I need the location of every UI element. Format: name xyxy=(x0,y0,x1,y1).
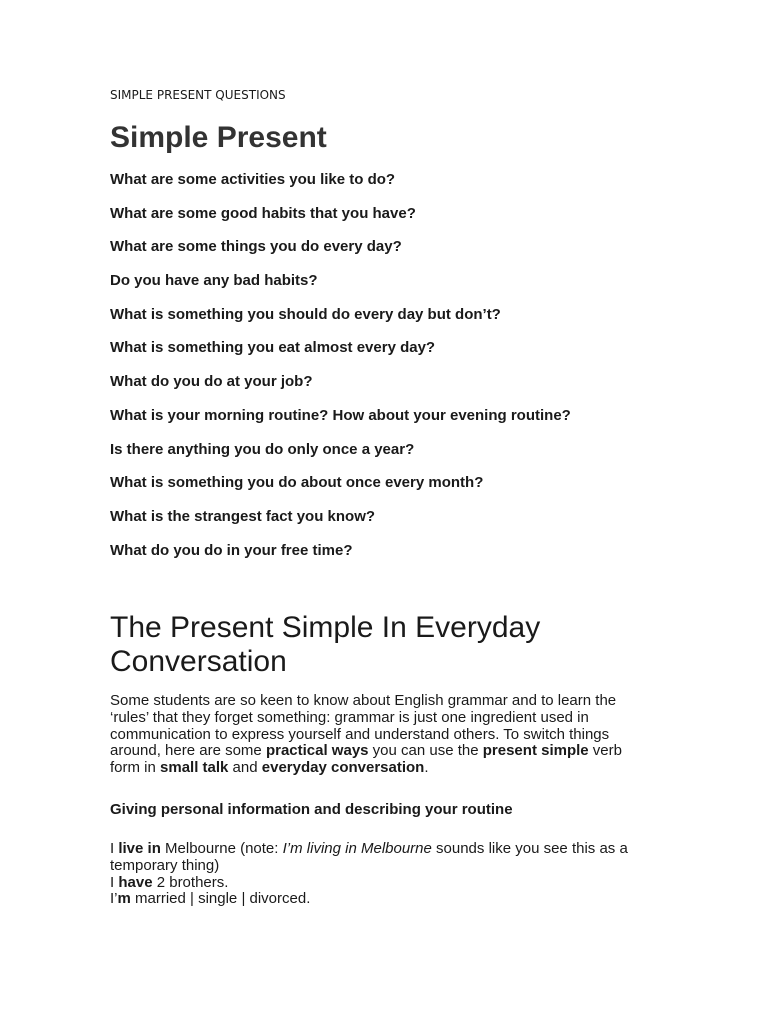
example-line-3 xyxy=(110,890,310,907)
example-bold: have xyxy=(118,873,153,891)
intro-text: verb form in xyxy=(110,742,622,777)
question-item: What is something you do about once every month? xyxy=(110,474,484,492)
question-item: What do you do in your free time? xyxy=(110,541,353,559)
example-text: Melbourne (note: xyxy=(160,840,283,857)
question-item: What is something you should do every day but don’t? xyxy=(110,305,501,323)
example-sentences xyxy=(110,841,655,908)
intro-text: and xyxy=(228,759,262,777)
section-title: The Present Simple In Everyday Conversation xyxy=(110,611,541,678)
example-line-1 xyxy=(110,840,628,874)
question-item: What are some things you do every day? xyxy=(110,238,402,256)
example-text: 2 brothers. xyxy=(152,873,229,891)
example-italic: I’m living in Melbourne xyxy=(282,840,432,857)
page-title: Simple Present xyxy=(110,121,327,154)
question-item: What is something you eat almost every day? xyxy=(110,339,436,357)
intro-text: Some students are so keen to know about English grammar and to learn the ‘rules’ that they forget something: grammar is just one ingredient used in communication to express yourself and understand others. To switch things around, here are some xyxy=(110,692,617,760)
intro-bold-small-talk: small talk xyxy=(160,759,229,777)
document-label: SIMPLE PRESENT QUESTIONS xyxy=(110,88,286,102)
intro-bold-everyday-conversation: everyday conversation xyxy=(261,759,425,777)
question-item: What are some good habits that you have? xyxy=(110,204,416,222)
example-text: I xyxy=(110,873,119,891)
example-text: I’ xyxy=(110,890,118,908)
subheading: Giving personal information and describing your routine xyxy=(110,801,513,818)
question-item: What is your morning routine? How about your evening routine? xyxy=(110,406,571,424)
intro-text: you can use the xyxy=(368,742,483,760)
example-text: sounds like you see this as a temporary thing) xyxy=(110,840,628,874)
example-text: married | single | divorced. xyxy=(130,890,311,908)
question-item: What is the strangest fact you know? xyxy=(110,507,376,525)
intro-bold-practical-ways: practical ways xyxy=(265,742,369,760)
intro-text: . xyxy=(424,759,429,777)
question-item: Do you have any bad habits? xyxy=(110,272,318,290)
question-item: Is there anything you do only once a year? xyxy=(110,440,415,458)
intro-bold-present-simple: present simple xyxy=(482,742,589,760)
example-text: I xyxy=(110,840,119,857)
example-bold: m xyxy=(117,890,131,908)
example-bold: live in xyxy=(118,840,161,857)
question-item: What do you do at your job? xyxy=(110,373,313,391)
question-item: What are some activities you like to do? xyxy=(110,171,396,188)
intro-paragraph xyxy=(110,693,655,777)
example-line-2 xyxy=(110,874,228,891)
question-list xyxy=(110,171,571,575)
